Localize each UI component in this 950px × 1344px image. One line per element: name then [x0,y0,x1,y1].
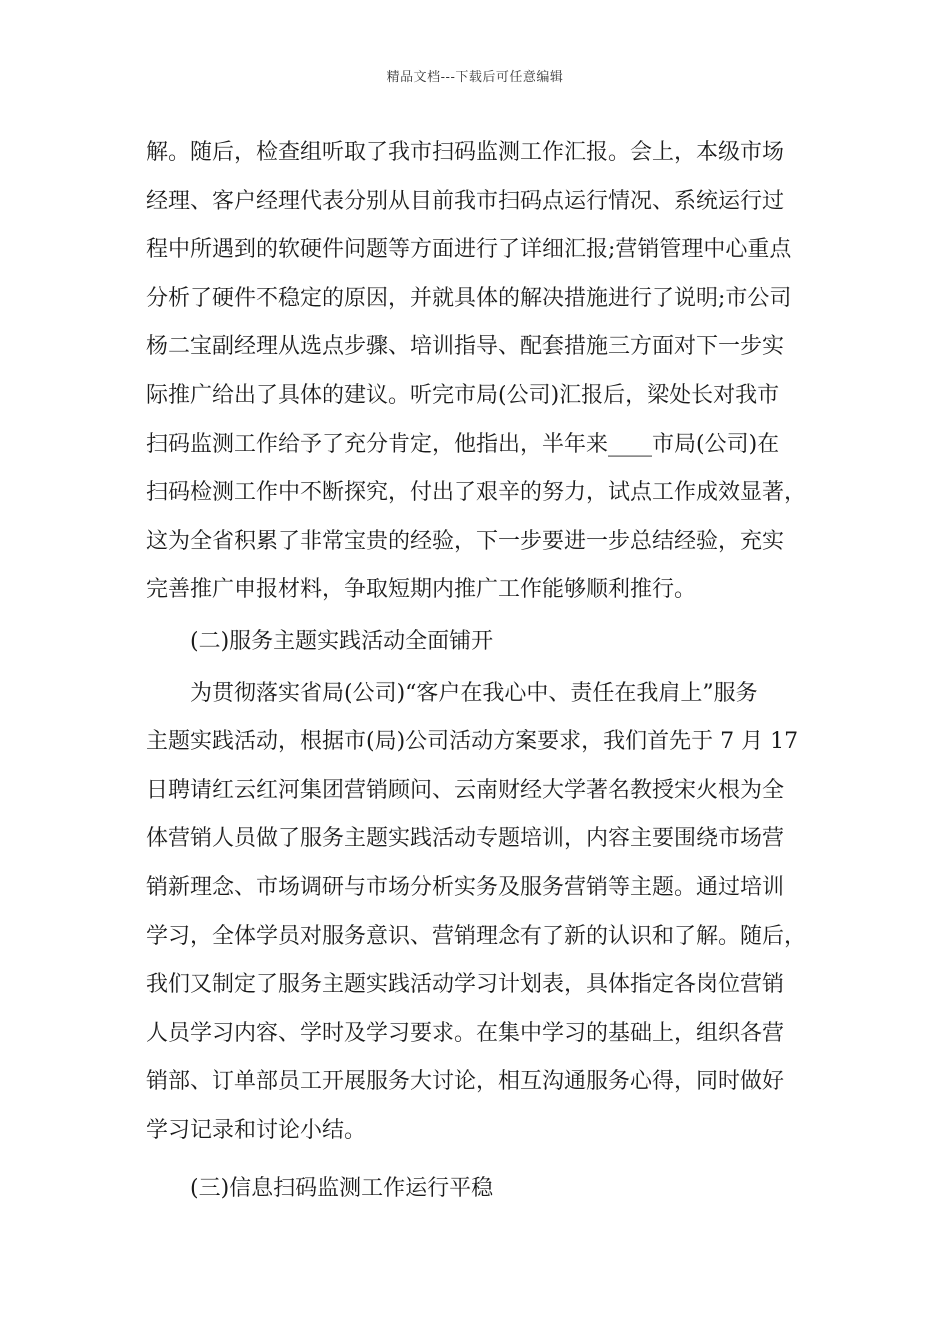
paragraph-line: 分析了硬件不稳定的原因，并就具体的解决措施进行了说明;市公司 [146,285,792,311]
paragraph-line: 学习，全体学员对服务意识、营销理念有了新的认识和了解。随后， [146,923,807,949]
paragraph-line: 体营销人员做了服务主题实践活动专题培训，内容主要围绕市场营 [146,826,785,852]
paragraph-line: 完善推广申报材料，争取短期内推广工作能够顺利推行。 [146,577,697,603]
paragraph-line: 为贯彻落实省局(公司)“客户在我心中、责任在我肩上”服务 [190,680,758,706]
paragraph-line: 我们又制定了服务主题实践活动学习计划表，具体指定各岗位营销 [146,972,785,998]
document-body [146,129,818,1214]
paragraph-line: 际推广给出了具体的建议。听完市局(公司)汇报后，梁处长对我市 [146,382,780,408]
paragraph-line: 销部、订单部员工开展服务大讨论，相互沟通服务心得，同时做好 [146,1069,785,1095]
paragraph-line: 销新理念、市场调研与市场分析实务及服务营销等主题。通过培训 [146,874,785,900]
page-header: 精品文档---下载后可任意编辑 [386,70,564,85]
paragraph-line: 扫码监测工作给予了充分肯定，他指出，半年来____市局(公司)在 [146,431,780,457]
section-heading-3: (三)信息扫码监测工作运行平稳 [190,1176,494,1202]
paragraph-line: 这为全省积累了非常宝贵的经验，下一步要进一步总结经验，充实 [146,528,785,554]
paragraph-line: 扫码检测工作中不断探究，付出了艰辛的努力，试点工作成效显著， [146,480,807,506]
paragraph-line: 解。随后，检查组听取了我市扫码监测工作汇报。会上，本级市场 [146,140,785,165]
paragraph-line: 学习记录和讨论小结。 [146,1117,367,1143]
paragraph-line: 主题实践活动，根据市(局)公司活动方案要求，我们首先于 7 月 17 [146,729,799,755]
paragraph-line: 人员学习内容、学时及学习要求。在集中学习的基础上，组织各营 [146,1020,785,1046]
paragraph-line: 程中所遇到的软硬件问题等方面进行了详细汇报;营销管理中心重点 [146,237,792,263]
section-heading-2: (二)服务主题实践活动全面铺开 [190,628,494,654]
paragraph-line: 杨二宝副经理从选点步骤、培训指导、配套措施三方面对下一步实 [146,334,785,360]
paragraph-line: 经理、客户经理代表分别从目前我市扫码点运行情况、系统运行过 [146,188,785,214]
paragraph-line: 日聘请红云红河集团营销顾问、云南财经大学著名教授宋火根为全 [146,777,785,803]
